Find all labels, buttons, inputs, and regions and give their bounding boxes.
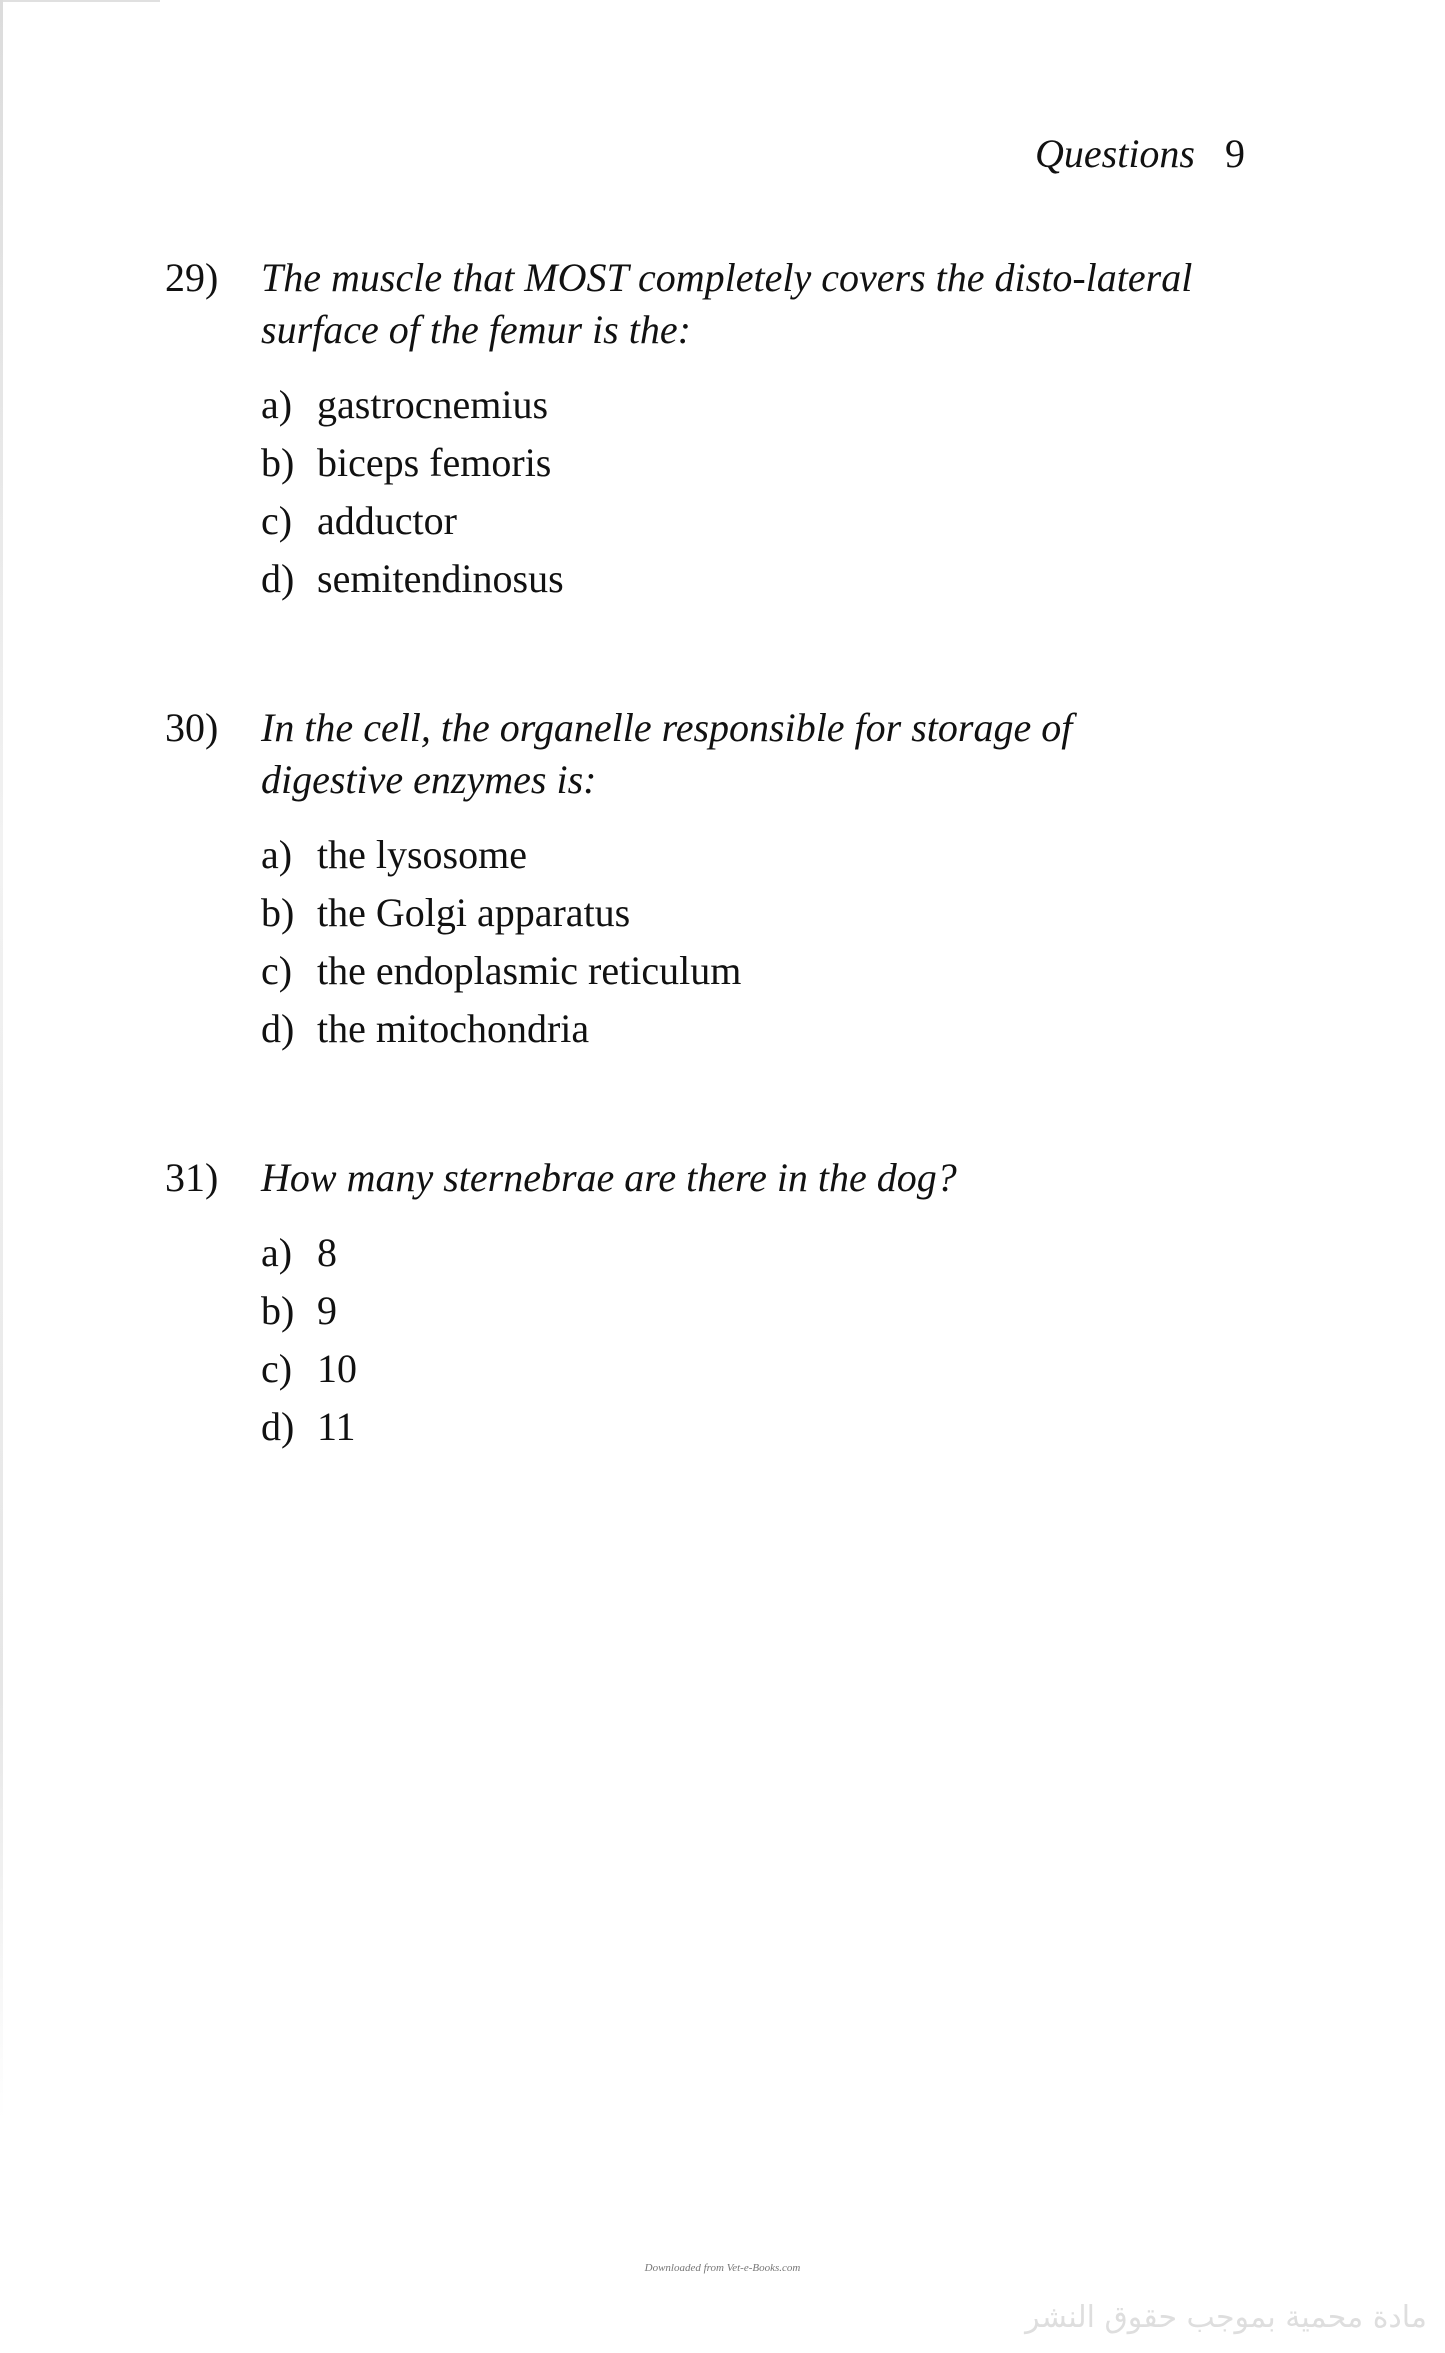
question-30 bbox=[165, 702, 1215, 1058]
option-text: the lysosome bbox=[317, 832, 527, 877]
running-header bbox=[1035, 130, 1245, 177]
answer-option bbox=[261, 1398, 1215, 1456]
download-source-note: Downloaded from Vet-e-Books.com bbox=[644, 2262, 801, 2274]
option-text: the endoplasmic reticulum bbox=[317, 948, 742, 993]
answer-option bbox=[261, 550, 1215, 608]
option-text: 8 bbox=[317, 1230, 337, 1275]
answer-options bbox=[261, 376, 1215, 608]
question-number: 30) bbox=[165, 705, 219, 750]
answer-options bbox=[261, 1224, 1215, 1456]
option-text: 10 bbox=[317, 1346, 357, 1391]
option-letter: c) bbox=[261, 498, 293, 543]
option-text: gastrocnemius bbox=[317, 382, 549, 427]
option-text: adductor bbox=[317, 498, 457, 543]
scan-top-mark bbox=[0, 0, 160, 2]
question-text: In the cell, the organelle responsible for storage of digestive enzymes is: bbox=[261, 705, 1073, 802]
question-text: The muscle that MOST completely covers the disto-lateral surface of the femur is the: bbox=[261, 255, 1193, 352]
option-letter: c) bbox=[261, 948, 293, 993]
header-title: Questions bbox=[1035, 131, 1195, 176]
copyright-watermark: مادة محمية بموجب حقوق النشر bbox=[1025, 2300, 1427, 2335]
question-number: 31) bbox=[165, 1155, 219, 1200]
option-letter: a) bbox=[261, 1230, 293, 1275]
option-letter: d) bbox=[261, 1404, 295, 1449]
option-letter: a) bbox=[261, 832, 293, 877]
answer-option bbox=[261, 1340, 1215, 1398]
answer-option bbox=[261, 826, 1215, 884]
page-number: 9 bbox=[1225, 131, 1245, 176]
question-31 bbox=[165, 1152, 1215, 1456]
option-text: the Golgi apparatus bbox=[317, 890, 631, 935]
scan-left-edge bbox=[0, 0, 3, 2120]
question-number: 29) bbox=[165, 255, 219, 300]
option-text: semitendinosus bbox=[317, 556, 564, 601]
question-text: How many sternebrae are there in the dog? bbox=[261, 1155, 957, 1200]
option-letter: c) bbox=[261, 1346, 293, 1391]
option-text: biceps femoris bbox=[317, 440, 552, 485]
answer-option bbox=[261, 1000, 1215, 1058]
option-letter: b) bbox=[261, 890, 295, 935]
option-text: 9 bbox=[317, 1288, 337, 1333]
answer-option bbox=[261, 376, 1215, 434]
answer-option bbox=[261, 434, 1215, 492]
option-letter: d) bbox=[261, 556, 295, 601]
answer-option bbox=[261, 942, 1215, 1000]
answer-option bbox=[261, 1224, 1215, 1282]
answer-option bbox=[261, 884, 1215, 942]
option-letter: a) bbox=[261, 382, 293, 427]
answer-option bbox=[261, 492, 1215, 550]
option-text: 11 bbox=[317, 1404, 356, 1449]
answer-options bbox=[261, 826, 1215, 1058]
answer-option bbox=[261, 1282, 1215, 1340]
option-text: the mitochondria bbox=[317, 1006, 590, 1051]
option-letter: b) bbox=[261, 440, 295, 485]
option-letter: b) bbox=[261, 1288, 295, 1333]
question-29 bbox=[165, 252, 1215, 608]
option-letter: d) bbox=[261, 1006, 295, 1051]
